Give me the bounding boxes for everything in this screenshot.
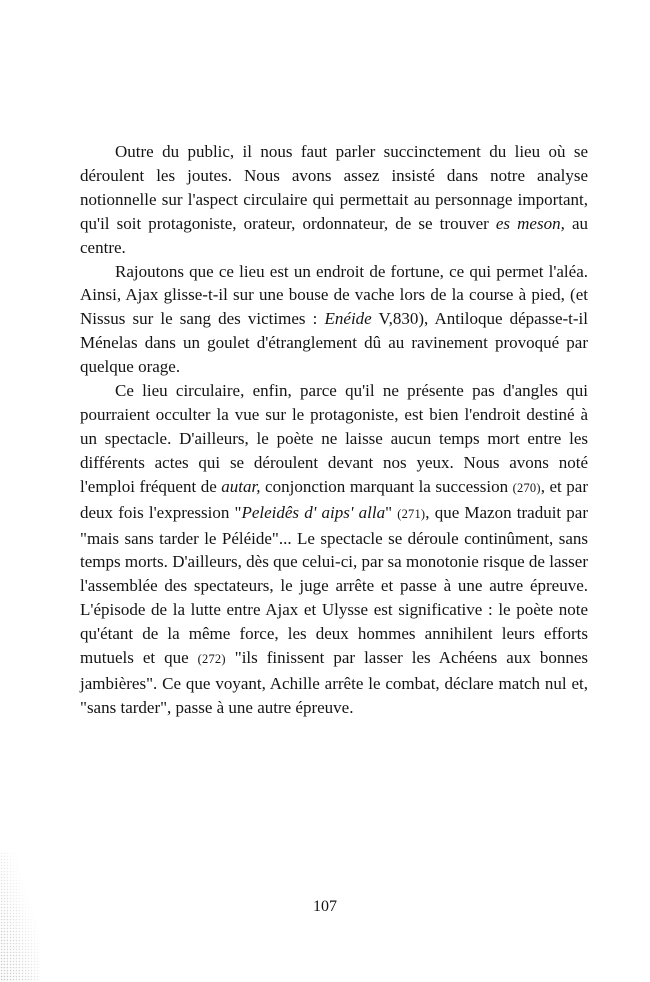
p1-italic-es-meson: es meson, xyxy=(495,213,565,233)
footnote-ref-271: (271) xyxy=(397,506,426,521)
p2-italic-eneide: Enéide xyxy=(324,309,372,329)
footnote-ref-272: (272) xyxy=(197,652,226,667)
paragraph-1 xyxy=(80,140,588,260)
p1-text-2: au centre. xyxy=(80,213,588,257)
p3-italic-greek-phrase: Peleidês d' aips' alla xyxy=(241,502,386,522)
page-number: 107 xyxy=(313,898,337,915)
scan-edge-shadow xyxy=(0,852,40,982)
p3-italic-autar: autar, xyxy=(221,476,261,496)
p3-text-1: Ce lieu circulaire, enfin, parce qu'il ne présente pas d'angles qui pourraient occulter la vue sur le protagoniste, est bien l'endroit destiné à un spectacle. D'ailleurs, le poète ne laisse aucun temps mort entre les différents actes qui se déroulent devant nos yeux. Nous avons noté l'emploi fréquent de xyxy=(80,381,588,496)
p3-text-5: , que Mazon traduit par "mais sans tarder le Péléide"... Le spectacle se déroule continûment, sans temps morts. D'ailleurs, dès que celui-ci, par sa monotonie risque de lasser l'assemblée des spectateurs, le juge arrête et passe à une autre épreuve. L'épisode de la lutte entre Ajax et Ulysse est significative : le poète note qu'étant de la même force, les deux hommes annihilent leurs efforts mutuels et que xyxy=(80,502,589,668)
paragraph-3 xyxy=(80,379,588,720)
p2-text-2: V,830), Antiloque dépasse-t-il Ménelas dans un goulet d'étranglement dû au ravinement provoqué par quelque orage. xyxy=(80,309,588,377)
paragraph-2 xyxy=(80,260,588,380)
p1-text-1: Outre du public, il nous faut parler succinctement du lieu où se déroulent les joutes. Nous avons assez insisté dans notre analyse notionnelle sur l'aspect circulaire qui permettait au personnage important, qu'il soit protagoniste, orateur, ordonnateur, de se trouver xyxy=(80,142,588,233)
p2-text-1: Rajoutons que ce lieu est un endroit de fortune, ce qui permet l'aléa. Ainsi, Ajax glisse-t-il sur une bouse de vache lors de la course à pied, (et Nissus sur le sang des victimes : xyxy=(80,261,588,329)
p3-text-4: " xyxy=(385,502,398,522)
p3-text-3: , et par deux fois l'expression " xyxy=(80,476,588,522)
p3-text-6: "ils finissent par lasser les Achéens aux bonnes jambières". Ce que voyant, Achille arrête le combat, déclare match nul et, "sans tarder", passe à une autre épreuve. xyxy=(80,648,588,717)
body-text xyxy=(80,140,588,720)
footnote-ref-270: (270) xyxy=(512,480,541,495)
p3-text-2: conjonction marquant la succession xyxy=(260,476,513,496)
